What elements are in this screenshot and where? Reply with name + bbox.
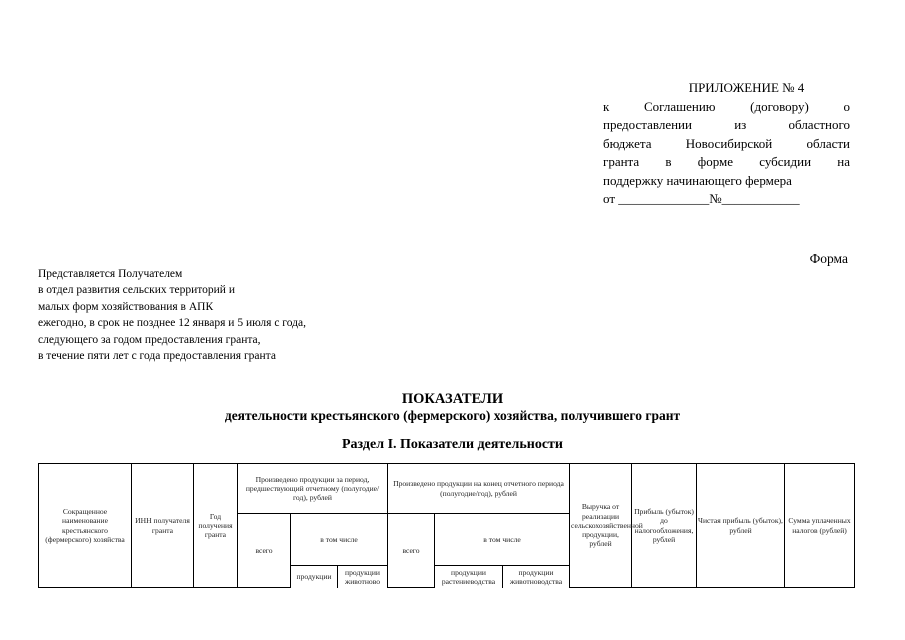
- header-sub-crop: продукции: [291, 566, 338, 588]
- header-sub-crop: продукции растениеводства: [435, 566, 503, 588]
- submission-line: в течение пяти лет с года предоставления гранта: [38, 350, 276, 363]
- header-total: всего: [238, 514, 291, 588]
- appendix-block: [603, 79, 850, 209]
- header-profit: Прибыль (убыток) до налогообложения, рублей: [632, 464, 697, 588]
- form-label: Форма: [809, 251, 848, 266]
- appendix-line: предоставлении из областного: [603, 117, 850, 132]
- appendix-line: к Соглашению (договору) о: [603, 98, 850, 114]
- header-total: всего: [388, 514, 435, 588]
- header-revenue: Выручка от реализации сельскохозяйственной продукции, рублей: [570, 464, 632, 588]
- indicators-table: [38, 463, 855, 588]
- section-title: Раздел I. Показатели деятельности: [342, 437, 563, 452]
- submission-line: малых форм хозяйствования в АПК: [38, 300, 214, 313]
- header-including: в том числе: [291, 514, 388, 566]
- header-name: Сокращенное наименование крестьянского (фермерского) хозяйства: [39, 464, 132, 588]
- header-produced-period: Произведено продукции за период, предшествующий отчетному (полугодие/год), рублей: [238, 464, 388, 514]
- submission-line: Представляется Получателем: [38, 268, 183, 280]
- header-sub-livestock: продукции животноводства: [503, 566, 570, 588]
- header-inn: ИНН получателя гранта: [132, 464, 194, 588]
- page-subtitle: деятельности крестьянского (фермерского) хозяйства, получившего грант: [224, 408, 681, 423]
- appendix-title: ПРИЛОЖЕНИЕ № 4: [688, 80, 805, 95]
- header-taxes: Сумма уплаченных налогов (рублей): [785, 464, 855, 588]
- appendix-line: бюджета Новосибирской области: [603, 135, 850, 151]
- submission-line: следующего за годом предоставления гранта,: [38, 333, 261, 346]
- header-sub-livestock: продукции животново: [338, 566, 388, 588]
- header-including: в том числе: [435, 514, 570, 566]
- header-year: Год получения гранта: [194, 464, 238, 588]
- submission-line: ежегодно, в срок не позднее 12 января и 5 июля с года,: [38, 317, 306, 330]
- appendix-line: гранта в форме субсидии на: [603, 154, 850, 169]
- page-title: ПОКАЗАТЕЛИ: [401, 391, 504, 407]
- header-produced-end: Произведено продукции на конец отчетного периода (полугодие/год), рублей: [388, 464, 570, 514]
- submission-line: в отдел развития сельских территорий и: [38, 284, 235, 297]
- appendix-line: поддержку начинающего фермера: [603, 172, 792, 188]
- submission-note: [38, 266, 306, 364]
- appendix-date-line: от ______________№____________: [603, 191, 800, 206]
- header-net-profit: Чистая прибыль (убыток), рублей: [697, 464, 785, 588]
